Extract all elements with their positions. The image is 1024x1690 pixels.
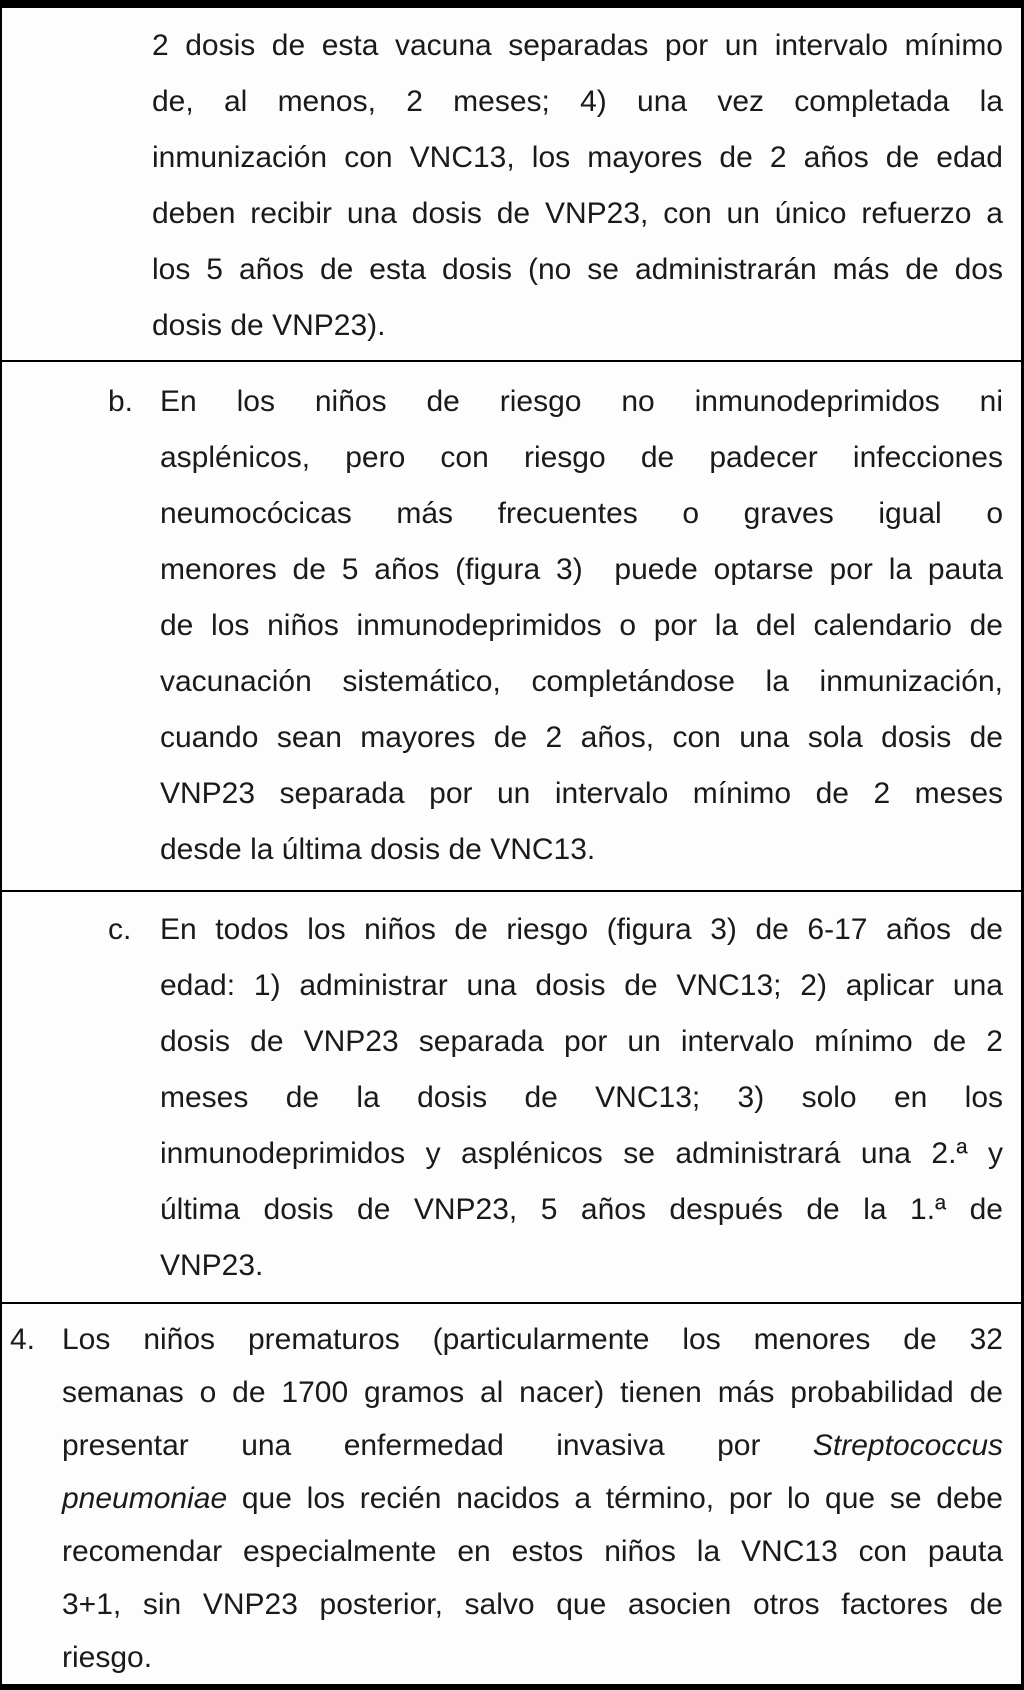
text-line bbox=[152, 18, 1003, 74]
text-line bbox=[160, 822, 1003, 878]
text-segment: dosis de VNP23). bbox=[152, 309, 386, 342]
text-line bbox=[160, 654, 1003, 710]
text-segment: vacunación sistemático, completándose la inmunización, bbox=[160, 665, 1003, 698]
text-line bbox=[160, 542, 1003, 598]
text-segment: Los niños prematuros (particularmente los menores de 32 bbox=[62, 1323, 1003, 1356]
text-line bbox=[152, 74, 1003, 130]
text-segment: última dosis de VNP23, 5 años después de la 1.ª de bbox=[160, 1193, 1003, 1226]
text-line bbox=[160, 1238, 1003, 1294]
text-segment: En los niños de riesgo no inmunodeprimidos ni bbox=[160, 385, 1003, 418]
text-segment: cuando sean mayores de 2 años, con una sola dosis de bbox=[160, 721, 1003, 754]
text-line bbox=[62, 1578, 1003, 1631]
text-segment: de, al menos, 2 meses; 4) una vez completada la bbox=[152, 85, 1003, 118]
text-segment: edad: 1) administrar una dosis de VNC13; 2) aplicar una bbox=[160, 969, 1003, 1002]
text-line bbox=[152, 130, 1003, 186]
text-line bbox=[160, 902, 1003, 958]
text-line bbox=[160, 430, 1003, 486]
text-segment: 3+1, sin VNP23 posterior, salvo que asocien otros factores de bbox=[62, 1588, 1003, 1621]
italic-text-segment: Streptococcus bbox=[812, 1429, 1003, 1462]
text-line bbox=[62, 1631, 1003, 1684]
text-line bbox=[152, 242, 1003, 298]
text-segment: semanas o de 1700 gramos al nacer) tienen más probabilidad de bbox=[62, 1376, 1003, 1409]
text-segment: inmunodeprimidos y asplénicos se administrará una 2.ª y bbox=[160, 1137, 1003, 1170]
text-segment: deben recibir una dosis de VNP23, con un único refuerzo a bbox=[152, 197, 1003, 230]
section-row bbox=[2, 892, 1021, 1304]
text-segment: VNP23. bbox=[160, 1249, 264, 1282]
text-segment: presentar una enfermedad invasiva por bbox=[62, 1429, 813, 1462]
text-line bbox=[62, 1419, 1003, 1472]
text-segment: VNP23 separada por un intervalo mínimo de 2 meses bbox=[160, 777, 1003, 810]
italic-text-segment: pneumoniae bbox=[62, 1482, 228, 1515]
text-segment: meses de la dosis de VNC13; 3) solo en los bbox=[160, 1081, 1003, 1114]
text-segment: asplénicos, pero con riesgo de padecer infecciones bbox=[160, 441, 1003, 474]
section-row bbox=[2, 8, 1021, 362]
text-line bbox=[62, 1525, 1003, 1578]
text-line bbox=[160, 766, 1003, 822]
text-line bbox=[160, 374, 1003, 430]
text-line bbox=[160, 710, 1003, 766]
text-line bbox=[160, 1070, 1003, 1126]
text-line bbox=[160, 1182, 1003, 1238]
list-marker: b. bbox=[108, 385, 134, 418]
list-marker: c. bbox=[108, 913, 132, 946]
text-segment: neumocócicas más frecuentes o graves igual o bbox=[160, 497, 1003, 530]
text-segment: 2 dosis de esta vacuna separadas por un intervalo mínimo bbox=[152, 29, 1003, 62]
text-segment: riesgo. bbox=[62, 1641, 153, 1674]
text-segment: de los niños inmunodeprimidos o por la del calendario de bbox=[160, 609, 1003, 642]
section-row bbox=[2, 362, 1021, 892]
text-line bbox=[62, 1472, 1003, 1525]
text-segment: En todos los niños de riesgo (figura 3) de 6-17 años de bbox=[160, 913, 1003, 946]
text-line bbox=[62, 1313, 1003, 1366]
section-row bbox=[2, 1304, 1021, 1684]
paragraph bbox=[160, 902, 1003, 1294]
text-line bbox=[160, 958, 1003, 1014]
text-line bbox=[160, 1014, 1003, 1070]
document-sections bbox=[2, 8, 1021, 1684]
text-line bbox=[152, 298, 1003, 354]
text-segment: dosis de VNP23 separada por un intervalo mínimo de 2 bbox=[160, 1025, 1003, 1058]
text-line bbox=[62, 1366, 1003, 1419]
text-segment: desde la última dosis de VNC13. bbox=[160, 833, 596, 866]
paragraph bbox=[62, 1313, 1003, 1684]
list-marker: 4. bbox=[10, 1323, 36, 1356]
text-line bbox=[160, 1126, 1003, 1182]
text-segment: recomendar especialmente en estos niños la VNC13 con pauta bbox=[62, 1535, 1003, 1568]
paragraph bbox=[160, 374, 1003, 878]
text-line bbox=[160, 598, 1003, 654]
text-segment: menores de 5 años (figura 3) puede optarse por la pauta bbox=[160, 553, 1003, 586]
paragraph bbox=[152, 18, 1003, 354]
text-segment: que los recién nacidos a término, por lo que se debe bbox=[227, 1482, 1003, 1515]
text-segment: los 5 años de esta dosis (no se administrarán más de dos bbox=[152, 253, 1003, 286]
text-line bbox=[160, 486, 1003, 542]
text-line bbox=[152, 186, 1003, 242]
text-segment: inmunización con VNC13, los mayores de 2 años de edad bbox=[152, 141, 1003, 174]
